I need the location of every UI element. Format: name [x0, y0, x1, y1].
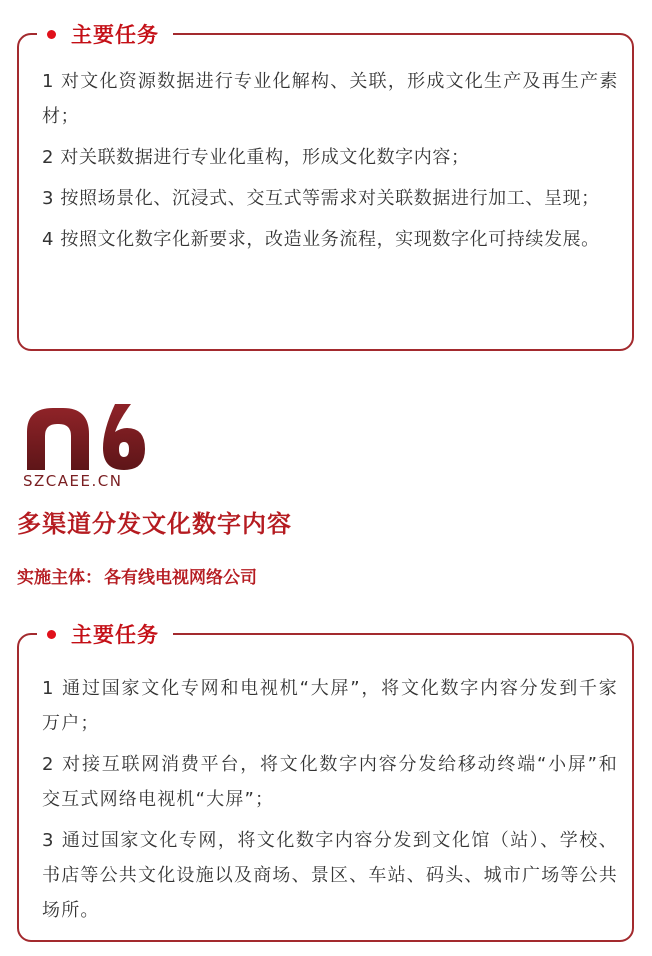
task-box-1 [17, 23, 634, 351]
subtitle-label: 实施主体： [17, 568, 102, 588]
task-box-header [37, 20, 173, 48]
task-box-header [37, 620, 173, 648]
task-item: 3 按照场景化、沉浸式、交互式等需求对关联数据进行加工、呈现； [42, 188, 600, 209]
task-item: 1 对文化资源数据进行专业化解构、关联，形成文化生产及再生产素材； [42, 71, 618, 127]
logo-mark-icon [23, 402, 147, 472]
subtitle-value: 各有线电视网络公司 [104, 568, 257, 588]
bullet-dot-icon [47, 30, 56, 39]
task-list [42, 671, 618, 934]
task-item: 4 按照文化数字化新要求，改造业务流程，实现数字化可持续发展。 [42, 229, 600, 250]
task-item: 2 对关联数据进行专业化重构，形成文化数字内容； [42, 147, 470, 168]
task-box-title: 主要任务 [71, 623, 159, 647]
task-item: 1 通过国家文化专网和电视机“大屏”，将文化数字内容分发到千家万户； [42, 678, 618, 734]
task-item: 3 通过国家文化专网，将文化数字内容分发到文化馆（站）、学校、书店等公共文化设施以及商场、景区、车站、码头、城市广场等公共场所。 [42, 830, 618, 921]
task-box-title: 主要任务 [71, 23, 159, 47]
task-box-2 [17, 623, 634, 942]
section-title: 多渠道分发文化数字内容 [17, 510, 292, 538]
logo-text: SZCAEE.CN [23, 472, 123, 490]
section-subtitle [17, 563, 257, 588]
szcaee-logo [23, 402, 147, 494]
task-item: 2 对接互联网消费平台，将文化数字内容分发给移动终端“小屏”和交互式网络电视机“大屏”； [42, 754, 618, 810]
task-list [42, 64, 618, 263]
bullet-dot-icon [47, 630, 56, 639]
